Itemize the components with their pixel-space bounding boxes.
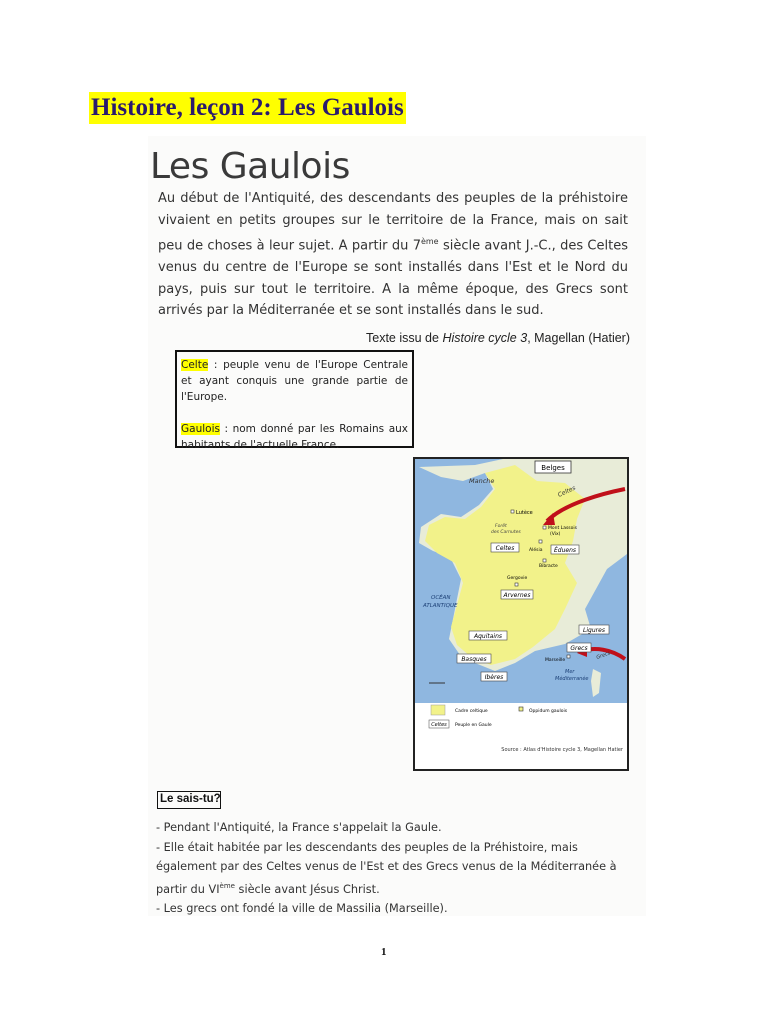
page-number: 1 [381,946,387,958]
mer-label: Mer [565,669,575,675]
legend-people-label: Peuple en Gaule [455,723,492,728]
intro-text-2: siècle avant J.-C., des Celtes venus du centre de l'Europe se sont installés dans l'Est et le Nord du pays, puis sur tout le territoire. A la même époque, des Grecs sont arrivés par la Méditerranée et se sont installés dans le sud. [158,238,628,319]
legend-celtic-label: Cadre celtique [455,709,488,714]
fact-2-text-a: - Elle était habitée par les descendants des peuples de la Préhistoire, mais également par des Celtes venus de l'Est et des Grecs venus de la Méditerranée à partir du VI [156,840,617,896]
scan-title: Les Gaulois [150,146,350,187]
fact-2-superscript: ème [219,881,235,890]
marseille-label: Marseille [545,658,566,663]
foret-label: Forêt [495,524,507,529]
aquitains-label: Aquitains [473,633,503,640]
did-you-know-title: Le sais-tu? [157,791,221,809]
basques-label: Basques [461,656,487,663]
iberes-label: Ibères [484,674,504,681]
fact-item: - Pendant l'Antiquité, la France s'appelait la Gaule. [156,821,442,834]
intro-paragraph [158,188,628,322]
legend-people-sample: Celtes [431,722,447,728]
alesia-marker [539,540,542,543]
gaul-map [413,457,629,771]
vix-marker [543,526,546,529]
vix-label: (Vix) [550,532,561,537]
arvernes-label: Arvernes [503,592,531,599]
alesia-label: Alésia [529,548,543,553]
lutece-label: Lutèce [516,510,533,516]
source-suffix: , Magellan (Hatier) [527,331,631,345]
source-book: Histoire cycle 3 [442,331,528,345]
glossary-term-gaulois: Gaulois [181,423,220,435]
atlantique-label: ATLANTIQUE [423,603,458,609]
did-you-know-list [156,818,642,918]
lutece-marker [511,510,514,513]
bibracte-label: Bibracte [539,564,558,569]
legend-celtic-swatch [431,705,445,715]
map-legend-area [415,703,627,769]
gergovie-marker [515,583,518,586]
carnutes-label: des Carnutes [491,530,521,535]
map-source: Source : Atlas d'Histoire cycle 3, Magellan Hatier [501,747,623,753]
eduens-label: Éduens [553,547,577,554]
grecs-arrow-label: Grecs [595,650,612,661]
fact-item [156,838,642,899]
celtes-label: Celtes [495,545,515,552]
mediterranee-label: Méditerranée [555,676,589,682]
source-prefix: Texte issu de [366,331,443,345]
manche-label: Manche [469,477,495,485]
fact-2-text-b: siècle avant Jésus Christ. [234,882,380,896]
legend-oppidum-label: Oppidum gaulois [529,709,568,714]
glossary-entry-celte [181,357,408,405]
text-source [366,331,630,345]
page-heading: Histoire, leçon 2: Les Gaulois [89,92,406,124]
belges-label: Belges [541,464,565,472]
glossary-def-gaulois: : nom donné par les Romains aux habitants de l'actuelle France. [181,423,408,451]
glossary-entry-gaulois [181,421,408,453]
legend-oppidum-marker [519,707,523,711]
intro-superscript: ème [420,237,439,247]
fact-item: - Les grecs ont fondé la ville de Massilia (Marseille). [156,901,448,915]
marseille-marker [567,655,570,658]
gergovie-label: Gergovie [507,576,528,581]
mont-lassois-label: Mont Lassois [548,526,577,531]
grecs-label: Grecs [570,645,588,652]
glossary-def-celte: : peuple venu de l'Europe Centrale et ayant conquis une grande partie de l'Europe. [181,359,408,403]
glossary-term-celte: Celte [181,359,209,371]
intro-text-1: Au début de l'Antiquité, des descendants des peuples de la préhistoire vivaient en petits groupes sur le territoire de la France, mais on sait peu de choses à leur sujet. A partir du 7 [158,191,628,254]
celtes-arrow-label: Celtes [556,484,577,499]
ligures-label: Ligures [583,627,605,634]
gaul-map-svg [415,459,627,769]
ocean-label: OCÉAN [431,595,451,601]
glossary-box [175,350,414,451]
bibracte-marker [543,559,546,562]
